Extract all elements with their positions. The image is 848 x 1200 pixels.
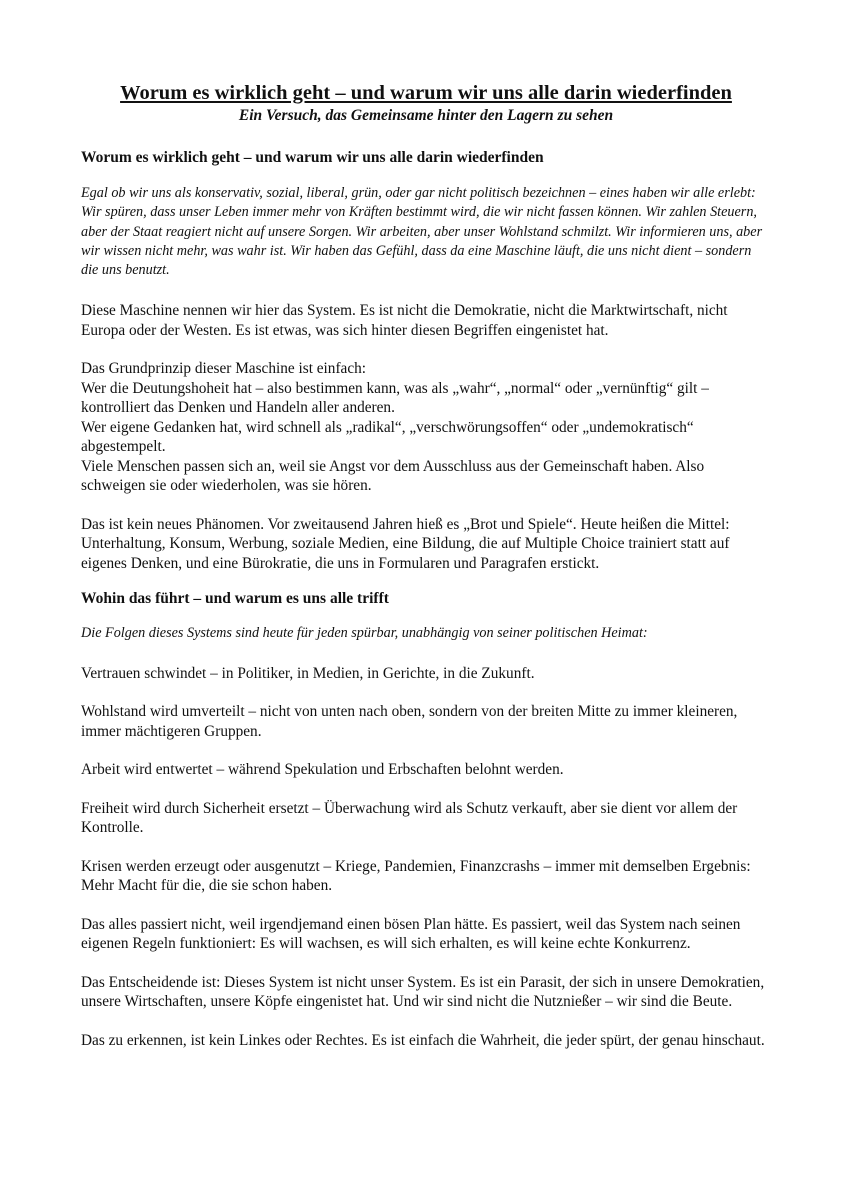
section2-paragraph: Das Entscheidende ist: Dieses System ist nicht unser System. Es ist ein Parasit, der sich in unsere Demokratien, unsere Wirtschaften, unsere Köpfe eingenistet hat. Und wir sind nicht die Nutznießer – wir sind die Beute. xyxy=(81,973,765,1011)
section1-intro-paragraph: Egal ob wir uns als konservativ, sozial, liberal, grün, oder gar nicht politisch bezeichnen – eines haben wir alle erlebt: Wir spüren, dass unser Leben immer mehr von Kräften bestimmt wird, die wir nicht fassen können. Wir zahlen Steuern, aber der Staat reagiert nicht auf unsere Sorgen. Wir arbeiten, aber unser Wohlstand schmilzt. Wir informieren uns, aber wir wissen nicht mehr, was wahr ist. Wir haben das Gefühl, dass da eine Maschine läuft, die uns nicht dient – sondern die uns benutzt. xyxy=(81,185,763,279)
section1-paragraph-3: Das ist kein neues Phänomen. Vor zweitausend Jahren hieß es „Brot und Spiele“. Heute heißen die Mittel: Unterhaltung, Konsum, Werbung, soziale Medien, eine Bildung, die auf Multiple Choice trainiert statt auf eigenes Denken, und eine Bürokratie, die uns in Formularen und Paragrafen erstickt. xyxy=(81,515,730,572)
document-title: Worum es wirklich geht – und warum wir uns alle darin wiederfinden xyxy=(120,82,732,104)
section-heading-2: Wohin das führt – und warum es uns alle trifft xyxy=(81,590,389,608)
paragraph-line: Das Grundprinzip dieser Maschine ist einfach: xyxy=(81,360,367,378)
section-heading-1: Worum es wirklich geht – und warum wir uns alle darin wiederfinden xyxy=(81,149,544,166)
section2-paragraph: Das zu erkennen, ist kein Linkes oder Rechtes. Es ist einfach die Wahrheit, die jeder spürt, der genau hinschaut. xyxy=(81,1031,765,1049)
document-page xyxy=(81,80,771,1050)
section2-paragraph: Arbeit wird entwertet – während Spekulation und Erbschaften belohnt werden. xyxy=(81,761,564,779)
document-subtitle: Ein Versuch, das Gemeinsame hinter den Lagern zu sehen xyxy=(238,107,614,124)
section1-paragraph-2 xyxy=(81,359,771,496)
paragraph-line: Viele Menschen passen sich an, weil sie Angst vor dem Ausschluss aus der Gemeinschaft haben. Also schweigen sie oder wiederholen, was sie hören. xyxy=(81,457,705,495)
section2-paragraph: Freiheit wird durch Sicherheit ersetzt – Überwachung wird als Schutz verkauft, aber sie dient vor allem der Kontrolle. xyxy=(81,799,738,837)
section1-paragraph-1: Diese Maschine nennen wir hier das System. Es ist nicht die Demokratie, nicht die Marktwirtschaft, nicht Europa oder der Westen. Es ist etwas, was sich hinter diesen Begriffen eingenistet hat. xyxy=(81,302,728,339)
section2-paragraph: Krisen werden erzeugt oder ausgenutzt – Kriege, Pandemien, Finanzcrashs – immer mit demselben Ergebnis: Mehr Macht für die, die sie schon haben. xyxy=(81,857,751,895)
section2-paragraph: Vertrauen schwindet – in Politiker, in Medien, in Gerichte, in die Zukunft. xyxy=(81,664,535,682)
section2-paragraph: Das alles passiert nicht, weil irgendjemand einen bösen Plan hätte. Es passiert, weil das System nach seinen eigenen Regeln funktioniert: Es will wachsen, es will sich erhalten, es will keine echte Konkurrenz. xyxy=(81,915,741,953)
section2-paragraph: Wohlstand wird umverteilt – nicht von unten nach oben, sondern von der breiten Mitte zu immer kleineren, immer mächtigeren Gruppen. xyxy=(81,703,738,740)
paragraph-line: Wer die Deutungshoheit hat – also bestimmen kann, was als „wahr“, „normal“ oder „vernünftig“ gilt – kontrolliert das Denken und Handeln aller anderen. xyxy=(81,379,709,417)
paragraph-line: Wer eigene Gedanken hat, wird schnell als „radikal“, „verschwörungsoffen“ oder „undemokratisch“ abgestempelt. xyxy=(81,418,694,456)
section2-intro-paragraph: Die Folgen dieses Systems sind heute für jeden spürbar, unabhängig von seiner politischen Heimat: xyxy=(81,625,648,642)
